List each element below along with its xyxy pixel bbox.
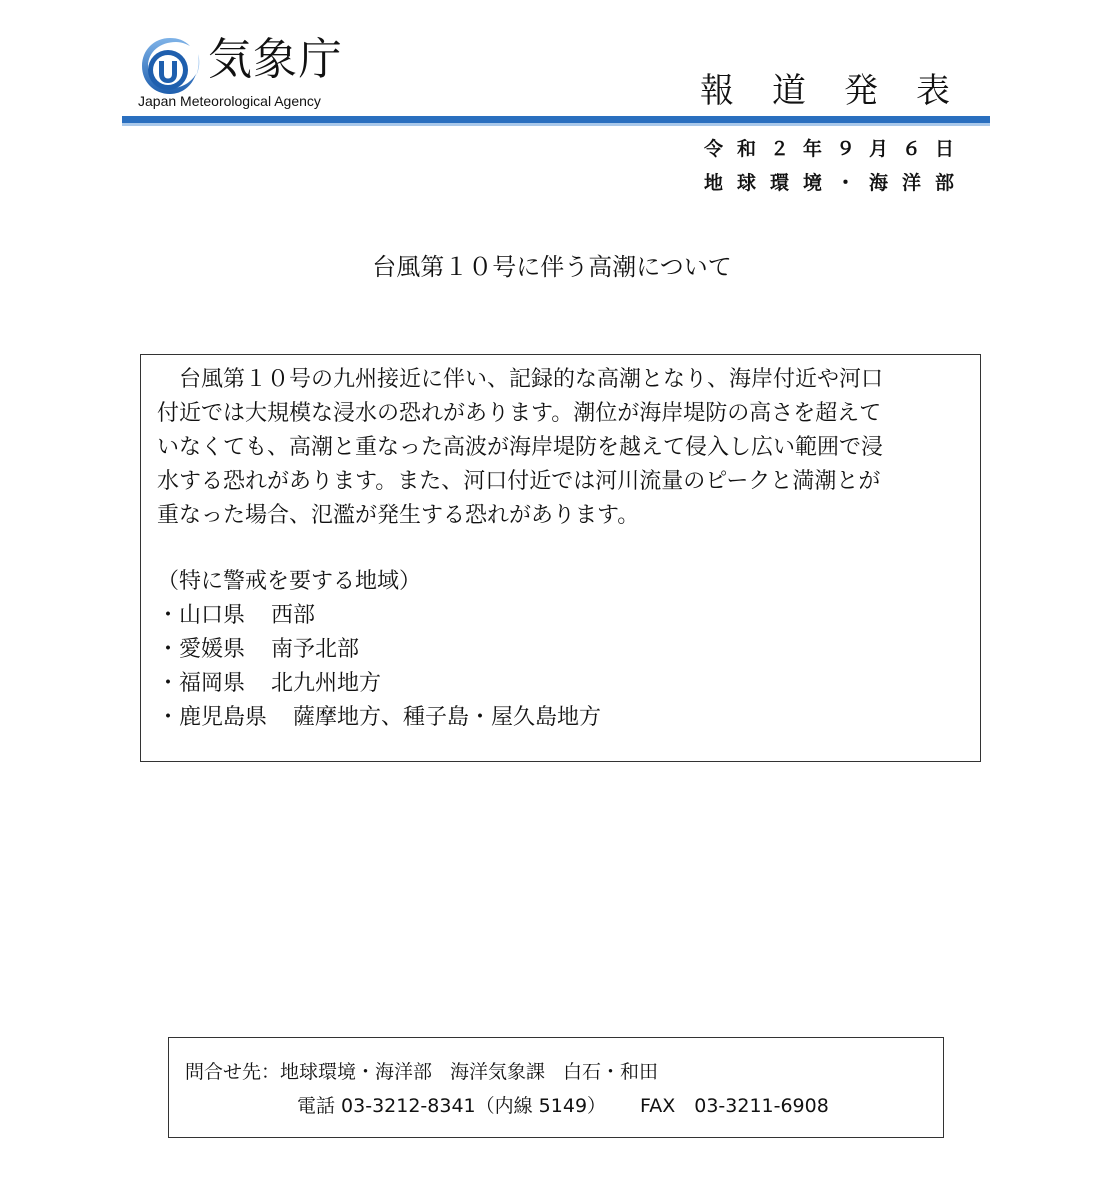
area-prefecture: ・鹿児島県 xyxy=(157,705,268,730)
body-line: 台風第１０号の九州接近に伴い、記録的な高潮となり、海岸付近や河口 xyxy=(157,367,884,392)
area-prefecture: ・愛媛県 xyxy=(157,637,246,662)
contact-line xyxy=(185,1058,658,1086)
contact-fax: FAX 03-3211-6908 xyxy=(640,1095,829,1117)
agency-logo xyxy=(136,28,366,110)
body-line: 水する恐れがあります。また、河口付近では河川流量のピークと満潮とが xyxy=(157,469,881,494)
body-line: 付近では大規模な浸水の恐れがあります。潮位が海岸堤防の高さを超えて xyxy=(157,401,882,426)
header-rule-light xyxy=(122,123,990,126)
area-item xyxy=(157,667,969,701)
body-line: いなくても、高潮と重なった高波が海岸堤防を越えて侵入し広い範囲で浸 xyxy=(157,435,884,460)
notice-box xyxy=(140,354,981,762)
area-region: 西部 xyxy=(271,603,316,628)
agency-name-ja: 気象庁 xyxy=(208,34,343,85)
contact-label: 問合せ先：地球環境・海洋部 xyxy=(185,1061,433,1083)
header-rule xyxy=(122,116,990,123)
contact-box xyxy=(168,1037,944,1138)
agency-name-en: Japan Meteorological Agency xyxy=(138,93,321,109)
release-date: 令和２年９月６日 xyxy=(704,138,954,160)
department: 地球環境・海洋部 xyxy=(704,172,954,194)
warning-areas xyxy=(157,565,969,735)
document-title: 台風第１０号に伴う高潮について xyxy=(372,253,732,281)
areas-heading: （特に警戒を要する地域） xyxy=(157,569,422,594)
area-item xyxy=(157,599,969,633)
area-region: 南予北部 xyxy=(271,637,360,662)
area-region: 薩摩地方、種子島・屋久島地方 xyxy=(293,705,602,730)
notice-body xyxy=(157,363,969,533)
press-release-label: 報道発表 xyxy=(700,71,950,111)
area-region: 北九州地方 xyxy=(271,671,382,696)
area-item xyxy=(157,701,969,735)
contact-numbers xyxy=(297,1092,829,1120)
area-item xyxy=(157,633,969,667)
body-line: 重なった場合、氾濫が発生する恐れがあります。 xyxy=(157,503,640,528)
contact-persons: 白石・和田 xyxy=(563,1061,659,1083)
contact-phone: 電話 03-3212-8341（内線 5149） xyxy=(297,1095,607,1117)
contact-section: 海洋気象課 xyxy=(450,1061,546,1083)
area-prefecture: ・福岡県 xyxy=(157,671,246,696)
area-prefecture: ・山口県 xyxy=(157,603,246,628)
